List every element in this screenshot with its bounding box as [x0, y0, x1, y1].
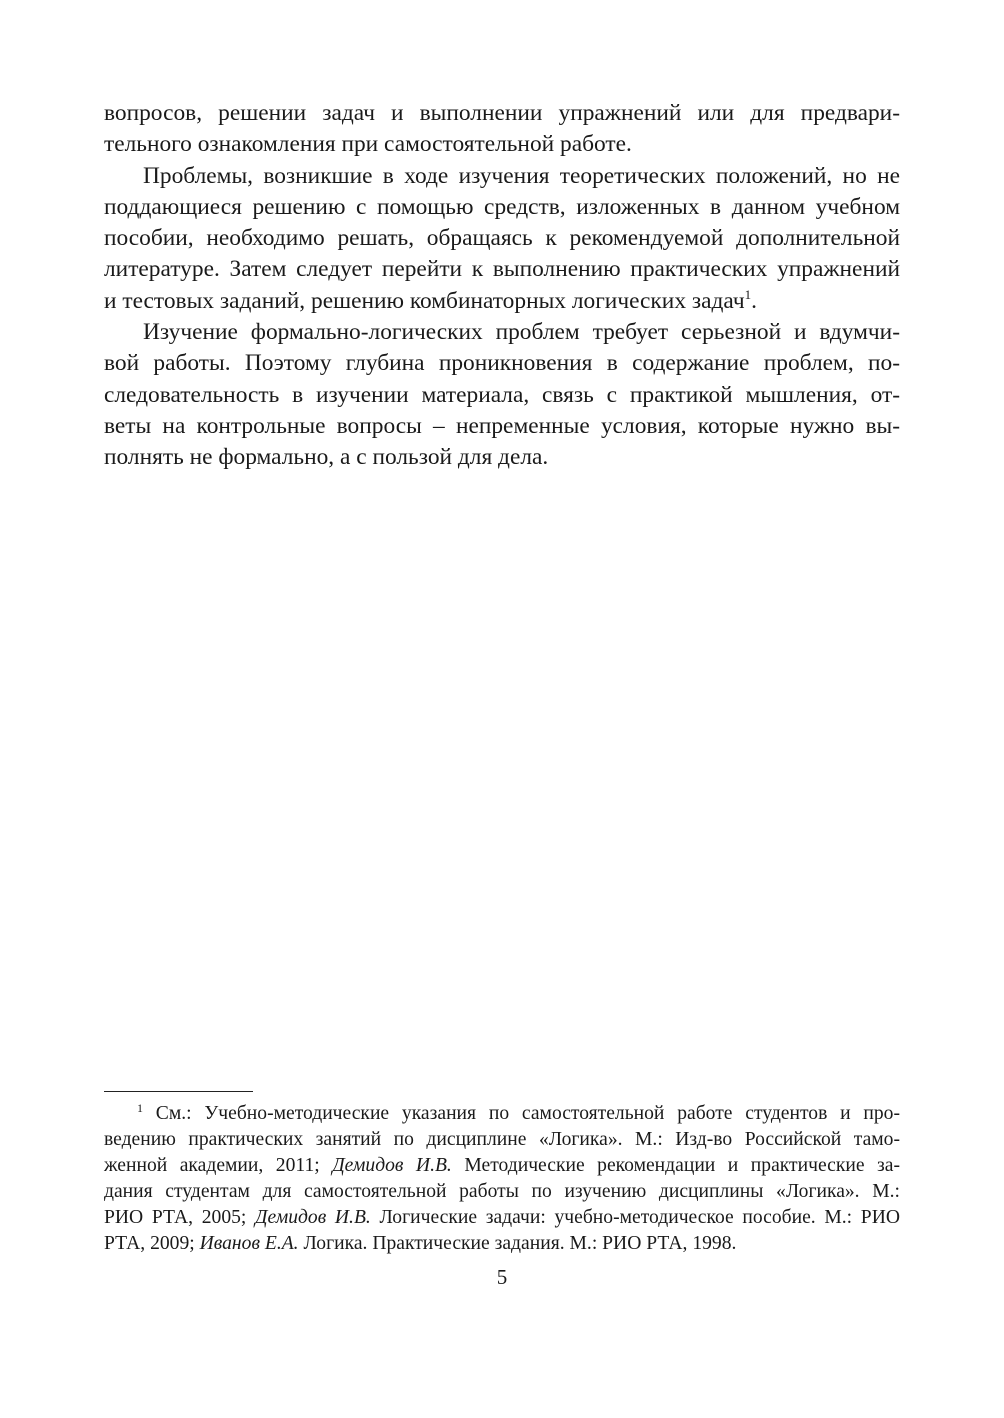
footnote-line: [104, 1205, 900, 1231]
footnote: [104, 1101, 900, 1258]
text-fragment: РТА, 2009;: [104, 1233, 200, 1255]
footnote-line: [104, 1101, 900, 1127]
footnote-line: ведению практических занятий по дисциплине «Логика». М.: Изд-во Российской тамо-: [104, 1129, 900, 1151]
text-fragment: и тестовых заданий, решению комбинаторных логических задач: [104, 287, 745, 314]
text-line: следовательность в изучении материала, связь с практикой мышления, от-: [104, 381, 900, 408]
text-line: литературе. Затем следует перейти к выполнению практических упражнений: [104, 256, 900, 283]
author-name: Иванов Е.А.: [199, 1233, 299, 1255]
text-line: Изучение формально-логических проблем требует серьезной и вдумчи-: [143, 319, 900, 346]
author-name: Демидов И.В.: [332, 1155, 452, 1177]
paragraph-2: [104, 161, 900, 317]
footnote-line: [104, 1153, 900, 1179]
footnote-divider: [104, 1091, 253, 1092]
paragraph-1: [104, 98, 900, 161]
text-fragment: .: [751, 287, 757, 314]
text-line: пособии, необходимо решать, обращаясь к рекомендуемой дополнительной: [104, 225, 900, 252]
text-line: вой работы. Поэтому глубина проникновения в содержание проблем, по-: [104, 350, 900, 377]
text-fragment: Методические рекомендации и практические за-: [451, 1155, 900, 1177]
text-line: веты на контрольные вопросы – непременные условия, которые нужно вы-: [104, 412, 900, 439]
text-line: поддающиеся решению с помощью средств, изложенных в данном учебном: [104, 193, 900, 220]
text-line: вопросов, решении задач и выполнении упражнений или для предвари-: [104, 100, 900, 126]
text-line: полнять не формально, а с пользой для дела.: [104, 444, 549, 471]
footnote-reference[interactable]: 1: [744, 286, 752, 302]
text-fragment: Логические задачи: учебно-методическое пособие. М.: РИО: [370, 1207, 900, 1229]
page-number: 5: [496, 1265, 508, 1289]
text-fragment: РИО РТА, 2005;: [104, 1207, 256, 1229]
main-text: [104, 98, 900, 474]
text-line: [104, 286, 900, 317]
text-fragment: Логика. Практические задания. М.: РИО РТА, 1998.: [298, 1233, 737, 1255]
author-name: Демидов И.В.: [255, 1207, 371, 1229]
footnote-line: [104, 1231, 900, 1257]
footnote-line: дания студентам для самостоятельной работы по изучению дисциплины «Логика». М.:: [104, 1181, 900, 1203]
paragraph-3: [104, 317, 900, 473]
text-line: тельного ознакомления при самостоятельной работе.: [104, 131, 632, 158]
text-line: Проблемы, возникшие в ходе изучения теоретических положений, но не: [143, 162, 900, 189]
text-fragment: См.: Учебно-методические указания по самостоятельной работе студентов и про-: [155, 1103, 900, 1124]
text-fragment: женной академии, 2011;: [104, 1155, 333, 1177]
footnote-mark: 1: [137, 1101, 143, 1115]
